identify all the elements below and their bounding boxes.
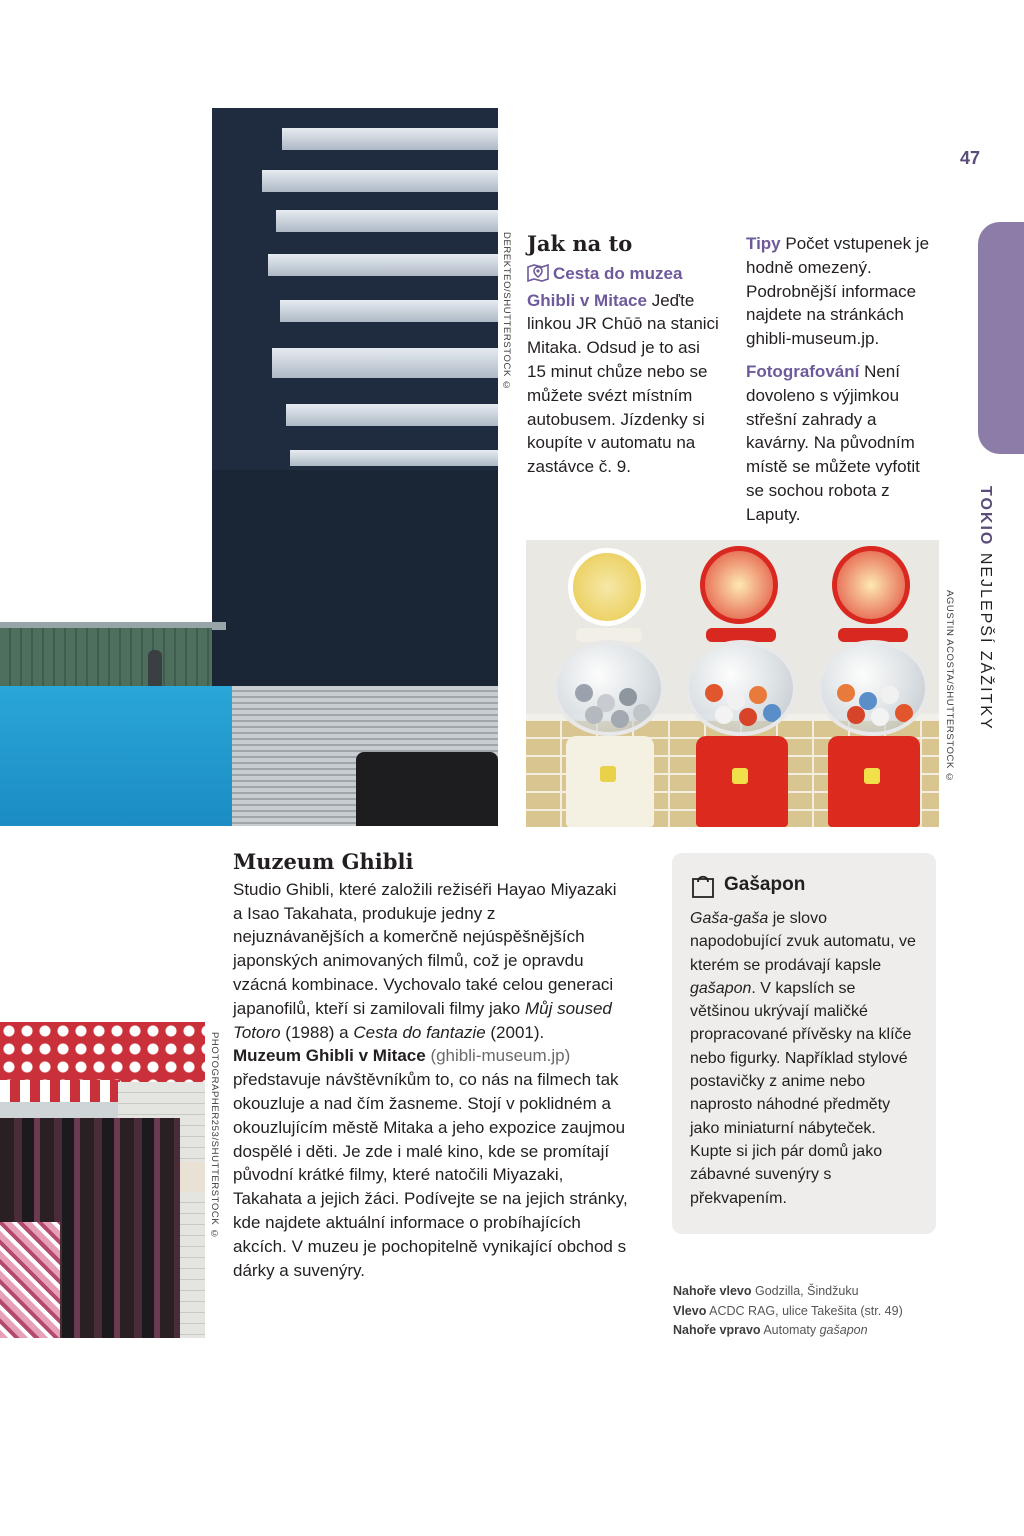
capsule bbox=[619, 688, 637, 706]
machine-sign bbox=[700, 546, 778, 624]
photo-shop-acdc-rag bbox=[0, 1022, 205, 1338]
shopping-bag-icon bbox=[690, 871, 716, 899]
gashapon-machine bbox=[808, 546, 938, 827]
route-label: Cesta do muzea Ghibli v Mitace bbox=[527, 263, 683, 310]
how-to-heading: Jak na to bbox=[527, 231, 633, 256]
capsule bbox=[881, 686, 899, 704]
tips-paragraph bbox=[746, 232, 936, 351]
caption-text: ACDC RAG, ulice Takešita (str. 49) bbox=[709, 1303, 903, 1318]
film-title-spirited-away: Cesta do fantazie bbox=[353, 1022, 486, 1042]
caption-label: Nahoře vpravo bbox=[673, 1323, 761, 1337]
sidebar-text-b: . V kapslích se většinou ukrývají maličké propracované přívěsky na klíče nebo figurky. Například stylové postavičky z anime nebo naprosto náhodné předměty jako miniaturní nábyteček. Kupte si jich pár domů jako zábavné suvenýry s překvapením. bbox=[690, 979, 912, 1207]
polka-dot-awning bbox=[0, 1022, 205, 1082]
capsule bbox=[575, 684, 593, 702]
capsule bbox=[847, 706, 865, 724]
para1-text-b: (1988) a bbox=[280, 1022, 354, 1042]
facade-stripe bbox=[290, 450, 498, 466]
photo-label: Fotografování bbox=[746, 361, 860, 381]
facade-stripe bbox=[282, 128, 498, 150]
section-name: TOKIO bbox=[977, 486, 994, 547]
dark-structure bbox=[356, 752, 498, 826]
gashapon-sidebar bbox=[672, 853, 936, 1234]
photo-credit-building: DEREKTEO/SHUTTERSTOCK © bbox=[501, 232, 512, 392]
photo-paragraph bbox=[746, 360, 936, 527]
photo-gashapon-machines bbox=[526, 540, 939, 827]
facade-stripe bbox=[262, 170, 498, 192]
chapter-name: NEJLEPŠÍ ZÁŽITKY bbox=[977, 552, 994, 731]
article-paragraph-2 bbox=[233, 1044, 628, 1282]
para1-text-c: (2001). bbox=[485, 1022, 545, 1042]
sidebar-term: Gaša-gaša bbox=[690, 910, 769, 927]
blue-wall bbox=[0, 686, 232, 826]
sidebar-header bbox=[690, 871, 918, 899]
map-icon bbox=[527, 262, 549, 289]
sidebar-body bbox=[690, 907, 918, 1210]
facade-stripe bbox=[276, 210, 498, 232]
caption-text: Godzilla, Šindžuku bbox=[755, 1284, 859, 1298]
gashapon-machine bbox=[544, 548, 674, 827]
gashapon-machine bbox=[676, 546, 806, 827]
article-paragraph-1 bbox=[233, 878, 628, 1045]
route-text: Jeďte linkou JR Chūō na stanici Mitaka. Odsud je to asi 15 minut chůze nebo se můžete svézt místním autobusem. Jízdenky si koupíte v automatu na zastávce č. 9. bbox=[527, 290, 719, 477]
caption-label: Nahoře vlevo bbox=[673, 1284, 752, 1298]
capsule-globe bbox=[553, 640, 665, 736]
machine-sign bbox=[568, 548, 646, 626]
coin-slot bbox=[864, 768, 880, 784]
tips-text: Počet vstupenek je hodně omezený. Podrobnější informace najdete na stránkách ghibli-museum.jp. bbox=[746, 234, 930, 349]
museum-url: (ghibli-museum.jp) bbox=[430, 1046, 571, 1066]
coin-slot bbox=[732, 768, 748, 784]
capsule bbox=[871, 708, 889, 726]
running-head bbox=[976, 486, 994, 731]
para1-text-a: Studio Ghibli, které založili režiséři Hayao Miyazaki a Isao Takahata, produkuje jedny z nejuznávanějších a komerčně nejúspěšnějších japonských animovaných filmů, což je opravdu vzácná kombinace. Vychovalo také celou generaci japanofilů, kteří si zamilovali filmy jako bbox=[233, 879, 617, 1018]
how-to-column bbox=[527, 232, 722, 479]
patterned-clothes bbox=[0, 1222, 60, 1338]
capsule bbox=[715, 706, 733, 724]
photo-credit-gashapon: AGUSTIN ACOSTA/SHUTTERSTOCK © bbox=[944, 590, 955, 784]
facade-stripe bbox=[286, 404, 498, 426]
capsule bbox=[749, 686, 767, 704]
facade-stripe bbox=[280, 300, 498, 322]
caption-top-right bbox=[673, 1321, 943, 1341]
sidebar-title: Gašapon bbox=[724, 874, 806, 895]
capsule bbox=[895, 704, 913, 722]
capsule-globe bbox=[817, 640, 929, 736]
facade-stripe bbox=[268, 254, 498, 276]
photo-building-godzilla bbox=[0, 0, 498, 826]
tips-column bbox=[746, 232, 936, 527]
caption-left bbox=[673, 1302, 943, 1322]
caption-label: Vlevo bbox=[673, 1303, 707, 1318]
capsule bbox=[611, 710, 629, 728]
museum-label: Muzeum Ghibli v Mitace bbox=[233, 1046, 426, 1066]
capsule bbox=[585, 706, 603, 724]
capsule bbox=[739, 708, 757, 726]
para2-text: představuje návštěvníkům to, co nás na filmech tak okouzluje a nad čím žasneme. Stojí v poklidném a okouzlujícím městě Mitaka a jeho expozice zaujmou dospělé i děti. Je zde i malé kino, kde se promítají původní krátké filmy, které natočili Miyazaki, Takahata a jejich žáci. Podívejte se na jejich stránky, kde najdete aktuální informace o probíhajících akcích. V muzeu je pochopitelně vynikající obchod s dárky a suvenýry. bbox=[233, 1070, 628, 1280]
film-title-totoro: Můj soused Totoro bbox=[233, 998, 612, 1042]
caption-top-left bbox=[673, 1282, 943, 1302]
coin-slot bbox=[600, 766, 616, 782]
photo-credit-shop: PHOTOGRAPHER253/SHUTTERSTOCK © bbox=[209, 1032, 220, 1241]
photo-captions bbox=[673, 1282, 943, 1341]
caption-text-italic: gašapon bbox=[819, 1323, 868, 1337]
sidebar-text-a: je slovo napodobující zvuk automatu, ve kterém se prodávají kapsle bbox=[690, 910, 916, 974]
awning-edge bbox=[0, 1080, 120, 1102]
how-to-text bbox=[527, 262, 722, 479]
caption-text: Automaty bbox=[763, 1323, 820, 1337]
photo-text: Není dovoleno s výjimkou střešní zahrady a kavárny. Na původním místě se můžete vyfotit se sochou robota z Laputy. bbox=[746, 361, 920, 524]
facade-stripe bbox=[272, 348, 498, 378]
machine-sign bbox=[832, 546, 910, 624]
sidebar-term-2: gašapon bbox=[690, 979, 752, 997]
article-heading: Muzeum Ghibli bbox=[233, 849, 414, 874]
capsule bbox=[705, 684, 723, 702]
main-article bbox=[233, 850, 628, 1282]
page-number: 47 bbox=[959, 148, 980, 168]
capsule-globe bbox=[685, 640, 797, 736]
person-figure bbox=[148, 650, 162, 688]
tips-label: Tipy bbox=[746, 234, 781, 253]
chapter-tab bbox=[978, 222, 1024, 454]
capsule bbox=[837, 684, 855, 702]
capsule bbox=[763, 704, 781, 722]
capsule bbox=[633, 704, 651, 722]
green-fence bbox=[0, 628, 212, 688]
